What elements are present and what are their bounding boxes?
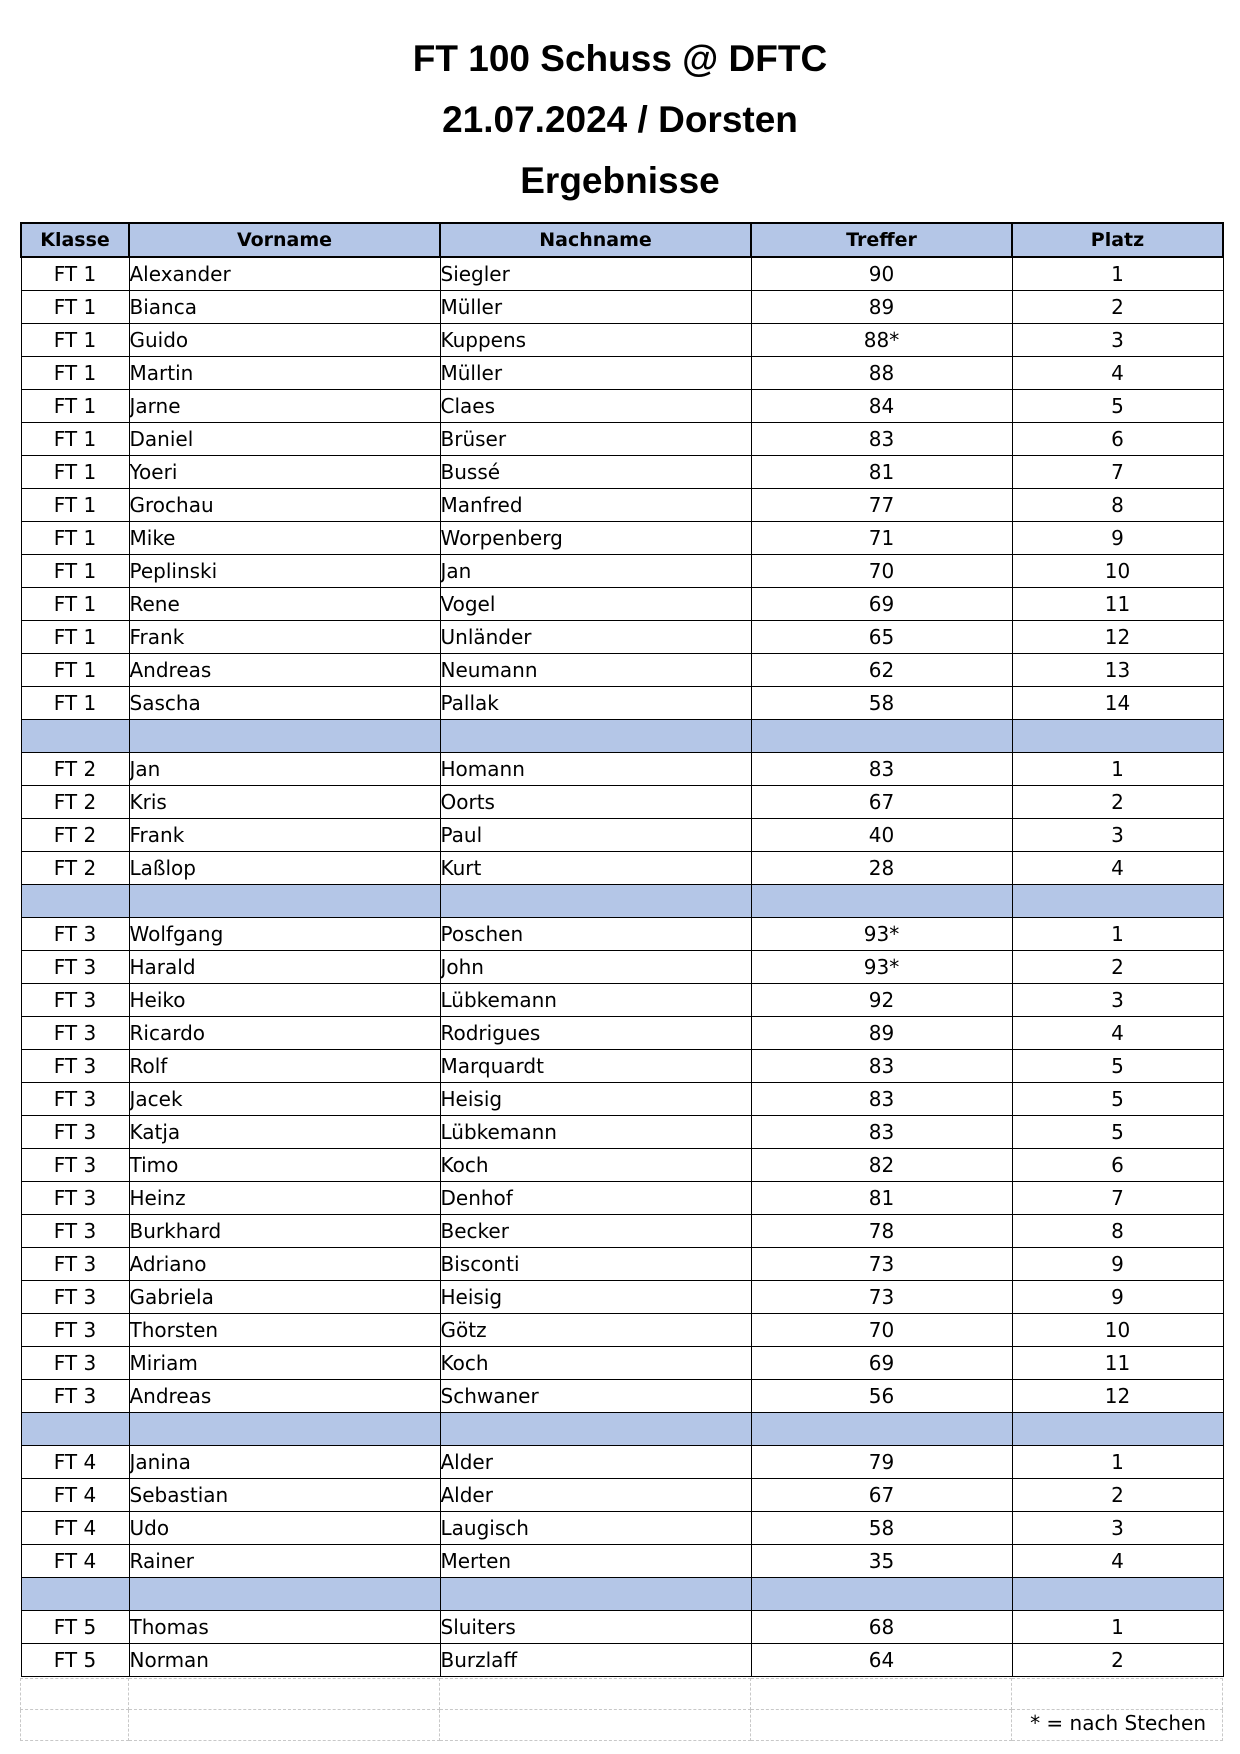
table-row: [21, 423, 1223, 456]
separator-cell: [440, 720, 751, 753]
treffer-cell: 70: [751, 555, 1012, 588]
vorname-cell: Rene: [129, 588, 440, 621]
treffer-cell: 69: [751, 588, 1012, 621]
separator-cell: [129, 1578, 440, 1611]
platz-cell: 4: [1012, 357, 1223, 390]
nachname-cell: Laugisch: [440, 1512, 751, 1545]
class-separator-row: [21, 1413, 1223, 1446]
nachname-cell: Manfred: [440, 489, 751, 522]
treffer-cell: 89: [751, 291, 1012, 324]
treffer-cell: 77: [751, 489, 1012, 522]
nachname-cell: Müller: [440, 291, 751, 324]
vorname-cell: Frank: [129, 621, 440, 654]
platz-cell: 1: [1012, 753, 1223, 786]
klasse-cell: FT 3: [21, 1215, 129, 1248]
class-separator-row: [21, 1578, 1223, 1611]
treffer-cell: 84: [751, 390, 1012, 423]
vorname-cell: Thomas: [129, 1611, 440, 1644]
vorname-cell: Rolf: [129, 1050, 440, 1083]
table-row: [21, 687, 1223, 720]
table-row: [21, 819, 1223, 852]
klasse-cell: FT 1: [21, 456, 129, 489]
separator-cell: [440, 1413, 751, 1446]
nachname-cell: Kuppens: [440, 324, 751, 357]
vorname-cell: Harald: [129, 951, 440, 984]
treffer-cell: 90: [751, 257, 1012, 291]
separator-cell: [21, 1578, 129, 1611]
klasse-cell: FT 1: [21, 555, 129, 588]
platz-cell: 10: [1012, 555, 1223, 588]
klasse-cell: FT 1: [21, 390, 129, 423]
nachname-cell: Vogel: [440, 588, 751, 621]
treffer-cell: 64: [751, 1644, 1012, 1677]
klasse-cell: FT 1: [21, 522, 129, 555]
treffer-cell: 92: [751, 984, 1012, 1017]
table-row: [21, 1017, 1223, 1050]
treffer-cell: 65: [751, 621, 1012, 654]
nachname-cell: Lübkemann: [440, 1116, 751, 1149]
klasse-cell: FT 2: [21, 819, 129, 852]
nachname-cell: Götz: [440, 1314, 751, 1347]
treffer-cell: 83: [751, 1116, 1012, 1149]
vorname-cell: Thorsten: [129, 1314, 440, 1347]
separator-cell: [440, 1578, 751, 1611]
results-heading: Ergebnisse: [520, 160, 720, 201]
platz-cell: 7: [1012, 456, 1223, 489]
platz-cell: 6: [1012, 423, 1223, 456]
table-row: [21, 621, 1223, 654]
class-separator-row: [21, 720, 1223, 753]
klasse-cell: FT 1: [21, 654, 129, 687]
table-row: [21, 1281, 1223, 1314]
separator-cell: [1012, 885, 1223, 918]
vorname-cell: Heiko: [129, 984, 440, 1017]
platz-cell: 2: [1012, 786, 1223, 819]
klasse-cell: FT 1: [21, 687, 129, 720]
table-row: [21, 489, 1223, 522]
nachname-cell: Müller: [440, 357, 751, 390]
platz-cell: 11: [1012, 1347, 1223, 1380]
platz-cell: 10: [1012, 1314, 1223, 1347]
platz-cell: 11: [1012, 588, 1223, 621]
separator-cell: [129, 1413, 440, 1446]
table-row: [21, 1479, 1223, 1512]
table-row: [21, 555, 1223, 588]
platz-cell: 1: [1012, 1611, 1223, 1644]
separator-cell: [21, 720, 129, 753]
empty-grid-row: [21, 1679, 1223, 1710]
header-platz: Platz: [1012, 223, 1223, 257]
treffer-cell: 58: [751, 687, 1012, 720]
nachname-cell: Bussé: [440, 456, 751, 489]
treffer-cell: 70: [751, 1314, 1012, 1347]
separator-cell: [440, 885, 751, 918]
nachname-cell: John: [440, 951, 751, 984]
platz-cell: 12: [1012, 1380, 1223, 1413]
table-row: [21, 291, 1223, 324]
event-title: FT 100 Schuss @ DFTC: [412, 38, 828, 79]
platz-cell: 4: [1012, 852, 1223, 885]
treffer-cell: 73: [751, 1281, 1012, 1314]
treffer-cell: 68: [751, 1611, 1012, 1644]
results-table: [20, 222, 1224, 1677]
nachname-cell: Burzlaff: [440, 1644, 751, 1677]
nachname-cell: Bisconti: [440, 1248, 751, 1281]
treffer-cell: 83: [751, 753, 1012, 786]
treffer-cell: 56: [751, 1380, 1012, 1413]
treffer-cell: 82: [751, 1149, 1012, 1182]
klasse-cell: FT 2: [21, 852, 129, 885]
klasse-cell: FT 3: [21, 1149, 129, 1182]
vorname-cell: Laßlop: [129, 852, 440, 885]
table-row: [21, 522, 1223, 555]
header-row: [21, 223, 1223, 257]
separator-cell: [21, 885, 129, 918]
vorname-cell: Timo: [129, 1149, 440, 1182]
klasse-cell: FT 5: [21, 1644, 129, 1677]
vorname-cell: Guido: [129, 324, 440, 357]
platz-cell: 1: [1012, 1446, 1223, 1479]
vorname-cell: Janina: [129, 1446, 440, 1479]
treffer-cell: 88*: [751, 324, 1012, 357]
table-row: [21, 257, 1223, 291]
vorname-cell: Jan: [129, 753, 440, 786]
treffer-cell: 71: [751, 522, 1012, 555]
platz-cell: 1: [1012, 918, 1223, 951]
table-row: [21, 1611, 1223, 1644]
klasse-cell: FT 1: [21, 257, 129, 291]
vorname-cell: Jarne: [129, 390, 440, 423]
nachname-cell: Paul: [440, 819, 751, 852]
class-separator-row: [21, 885, 1223, 918]
vorname-cell: Jacek: [129, 1083, 440, 1116]
vorname-cell: Adriano: [129, 1248, 440, 1281]
nachname-cell: Brüser: [440, 423, 751, 456]
platz-cell: 9: [1012, 1281, 1223, 1314]
platz-cell: 13: [1012, 654, 1223, 687]
separator-cell: [21, 1413, 129, 1446]
platz-cell: 5: [1012, 1116, 1223, 1149]
document-title-block: [0, 28, 1240, 211]
klasse-cell: FT 3: [21, 984, 129, 1017]
table-row: [21, 1215, 1223, 1248]
vorname-cell: Bianca: [129, 291, 440, 324]
table-row: [21, 324, 1223, 357]
footnote-tiebreak: * = nach Stechen: [1030, 1711, 1206, 1735]
nachname-cell: Koch: [440, 1347, 751, 1380]
table-row: [21, 1149, 1223, 1182]
nachname-cell: Pallak: [440, 687, 751, 720]
platz-cell: 14: [1012, 687, 1223, 720]
nachname-cell: Oorts: [440, 786, 751, 819]
nachname-cell: Heisig: [440, 1281, 751, 1314]
klasse-cell: FT 5: [21, 1611, 129, 1644]
treffer-cell: 81: [751, 1182, 1012, 1215]
vorname-cell: Daniel: [129, 423, 440, 456]
separator-cell: [751, 1578, 1012, 1611]
treffer-cell: 83: [751, 1050, 1012, 1083]
platz-cell: 8: [1012, 489, 1223, 522]
nachname-cell: Claes: [440, 390, 751, 423]
vorname-cell: Andreas: [129, 654, 440, 687]
treffer-cell: 35: [751, 1545, 1012, 1578]
platz-cell: 12: [1012, 621, 1223, 654]
treffer-cell: 40: [751, 819, 1012, 852]
klasse-cell: FT 4: [21, 1545, 129, 1578]
klasse-cell: FT 1: [21, 588, 129, 621]
klasse-cell: FT 4: [21, 1446, 129, 1479]
header-vorname: Vorname: [129, 223, 440, 257]
platz-cell: 5: [1012, 1083, 1223, 1116]
separator-cell: [1012, 1413, 1223, 1446]
platz-cell: 3: [1012, 819, 1223, 852]
nachname-cell: Schwaner: [440, 1380, 751, 1413]
klasse-cell: FT 4: [21, 1512, 129, 1545]
table-row: [21, 1644, 1223, 1677]
nachname-cell: Heisig: [440, 1083, 751, 1116]
klasse-cell: FT 1: [21, 489, 129, 522]
treffer-cell: 93*: [751, 951, 1012, 984]
platz-cell: 2: [1012, 951, 1223, 984]
platz-cell: 2: [1012, 1644, 1223, 1677]
klasse-cell: FT 1: [21, 291, 129, 324]
nachname-cell: Alder: [440, 1479, 751, 1512]
table-row: [21, 1248, 1223, 1281]
separator-cell: [751, 720, 1012, 753]
vorname-cell: Kris: [129, 786, 440, 819]
table-row: [21, 1083, 1223, 1116]
nachname-cell: Sluiters: [440, 1611, 751, 1644]
separator-cell: [129, 885, 440, 918]
event-date-location: 21.07.2024 / Dorsten: [442, 99, 798, 140]
platz-cell: 5: [1012, 1050, 1223, 1083]
nachname-cell: Lübkemann: [440, 984, 751, 1017]
nachname-cell: Homann: [440, 753, 751, 786]
nachname-cell: Alder: [440, 1446, 751, 1479]
klasse-cell: FT 3: [21, 918, 129, 951]
table-row: [21, 1347, 1223, 1380]
separator-cell: [1012, 720, 1223, 753]
table-row: [21, 1380, 1223, 1413]
treffer-cell: 88: [751, 357, 1012, 390]
table-row: [21, 918, 1223, 951]
klasse-cell: FT 3: [21, 1347, 129, 1380]
table-row: [21, 456, 1223, 489]
klasse-cell: FT 3: [21, 1314, 129, 1347]
treffer-cell: 83: [751, 1083, 1012, 1116]
treffer-cell: 58: [751, 1512, 1012, 1545]
treffer-cell: 83: [751, 423, 1012, 456]
klasse-cell: FT 3: [21, 1380, 129, 1413]
klasse-cell: FT 3: [21, 1116, 129, 1149]
vorname-cell: Alexander: [129, 257, 440, 291]
table-row: [21, 1314, 1223, 1347]
vorname-cell: Mike: [129, 522, 440, 555]
vorname-cell: Katja: [129, 1116, 440, 1149]
table-row: [21, 951, 1223, 984]
treffer-cell: 69: [751, 1347, 1012, 1380]
klasse-cell: FT 1: [21, 423, 129, 456]
nachname-cell: Koch: [440, 1149, 751, 1182]
klasse-cell: FT 1: [21, 621, 129, 654]
klasse-cell: FT 1: [21, 324, 129, 357]
platz-cell: 6: [1012, 1149, 1223, 1182]
table-row: [21, 357, 1223, 390]
treffer-cell: 89: [751, 1017, 1012, 1050]
table-row: [21, 390, 1223, 423]
klasse-cell: FT 3: [21, 951, 129, 984]
treffer-cell: 73: [751, 1248, 1012, 1281]
nachname-cell: Siegler: [440, 257, 751, 291]
klasse-cell: FT 2: [21, 786, 129, 819]
header-nachname: Nachname: [440, 223, 751, 257]
table-row: [21, 588, 1223, 621]
vorname-cell: Rainer: [129, 1545, 440, 1578]
table-row: [21, 1182, 1223, 1215]
treffer-cell: 67: [751, 786, 1012, 819]
nachname-cell: Neumann: [440, 654, 751, 687]
vorname-cell: Frank: [129, 819, 440, 852]
table-row: [21, 1446, 1223, 1479]
table-row: [21, 1545, 1223, 1578]
klasse-cell: FT 3: [21, 1182, 129, 1215]
nachname-cell: Merten: [440, 1545, 751, 1578]
nachname-cell: Jan: [440, 555, 751, 588]
nachname-cell: Rodrigues: [440, 1017, 751, 1050]
separator-cell: [1012, 1578, 1223, 1611]
separator-cell: [751, 1413, 1012, 1446]
table-row: [21, 753, 1223, 786]
platz-cell: 3: [1012, 1512, 1223, 1545]
vorname-cell: Burkhard: [129, 1215, 440, 1248]
klasse-cell: FT 3: [21, 1050, 129, 1083]
table-row: [21, 1512, 1223, 1545]
klasse-cell: FT 1: [21, 357, 129, 390]
separator-cell: [751, 885, 1012, 918]
nachname-cell: Denhof: [440, 1182, 751, 1215]
klasse-cell: FT 2: [21, 753, 129, 786]
vorname-cell: Andreas: [129, 1380, 440, 1413]
nachname-cell: Marquardt: [440, 1050, 751, 1083]
vorname-cell: Grochau: [129, 489, 440, 522]
platz-cell: 8: [1012, 1215, 1223, 1248]
vorname-cell: Martin: [129, 357, 440, 390]
platz-cell: 4: [1012, 1545, 1223, 1578]
table-row: [21, 984, 1223, 1017]
klasse-cell: FT 3: [21, 1017, 129, 1050]
platz-cell: 4: [1012, 1017, 1223, 1050]
vorname-cell: Ricardo: [129, 1017, 440, 1050]
platz-cell: 7: [1012, 1182, 1223, 1215]
header-klasse: Klasse: [21, 223, 129, 257]
separator-cell: [129, 720, 440, 753]
klasse-cell: FT 3: [21, 1281, 129, 1314]
nachname-cell: Poschen: [440, 918, 751, 951]
vorname-cell: Sebastian: [129, 1479, 440, 1512]
nachname-cell: Unländer: [440, 621, 751, 654]
platz-cell: 2: [1012, 1479, 1223, 1512]
vorname-cell: Miriam: [129, 1347, 440, 1380]
klasse-cell: FT 3: [21, 1248, 129, 1281]
table-row: [21, 1050, 1223, 1083]
table-row: [21, 1116, 1223, 1149]
vorname-cell: Gabriela: [129, 1281, 440, 1314]
vorname-cell: Wolfgang: [129, 918, 440, 951]
platz-cell: 9: [1012, 522, 1223, 555]
platz-cell: 2: [1012, 291, 1223, 324]
vorname-cell: Peplinski: [129, 555, 440, 588]
vorname-cell: Yoeri: [129, 456, 440, 489]
nachname-cell: Worpenberg: [440, 522, 751, 555]
treffer-cell: 67: [751, 1479, 1012, 1512]
nachname-cell: Kurt: [440, 852, 751, 885]
treffer-cell: 62: [751, 654, 1012, 687]
vorname-cell: Norman: [129, 1644, 440, 1677]
treffer-cell: 78: [751, 1215, 1012, 1248]
treffer-cell: 93*: [751, 918, 1012, 951]
klasse-cell: FT 3: [21, 1083, 129, 1116]
table-row: [21, 852, 1223, 885]
platz-cell: 3: [1012, 984, 1223, 1017]
klasse-cell: FT 4: [21, 1479, 129, 1512]
platz-cell: 9: [1012, 1248, 1223, 1281]
header-treffer: Treffer: [751, 223, 1012, 257]
vorname-cell: Sascha: [129, 687, 440, 720]
nachname-cell: Becker: [440, 1215, 751, 1248]
platz-cell: 3: [1012, 324, 1223, 357]
vorname-cell: Heinz: [129, 1182, 440, 1215]
treffer-cell: 79: [751, 1446, 1012, 1479]
vorname-cell: Udo: [129, 1512, 440, 1545]
treffer-cell: 81: [751, 456, 1012, 489]
platz-cell: 5: [1012, 390, 1223, 423]
treffer-cell: 28: [751, 852, 1012, 885]
table-row: [21, 786, 1223, 819]
platz-cell: 1: [1012, 257, 1223, 291]
results-body: [21, 257, 1223, 1677]
table-row: [21, 654, 1223, 687]
